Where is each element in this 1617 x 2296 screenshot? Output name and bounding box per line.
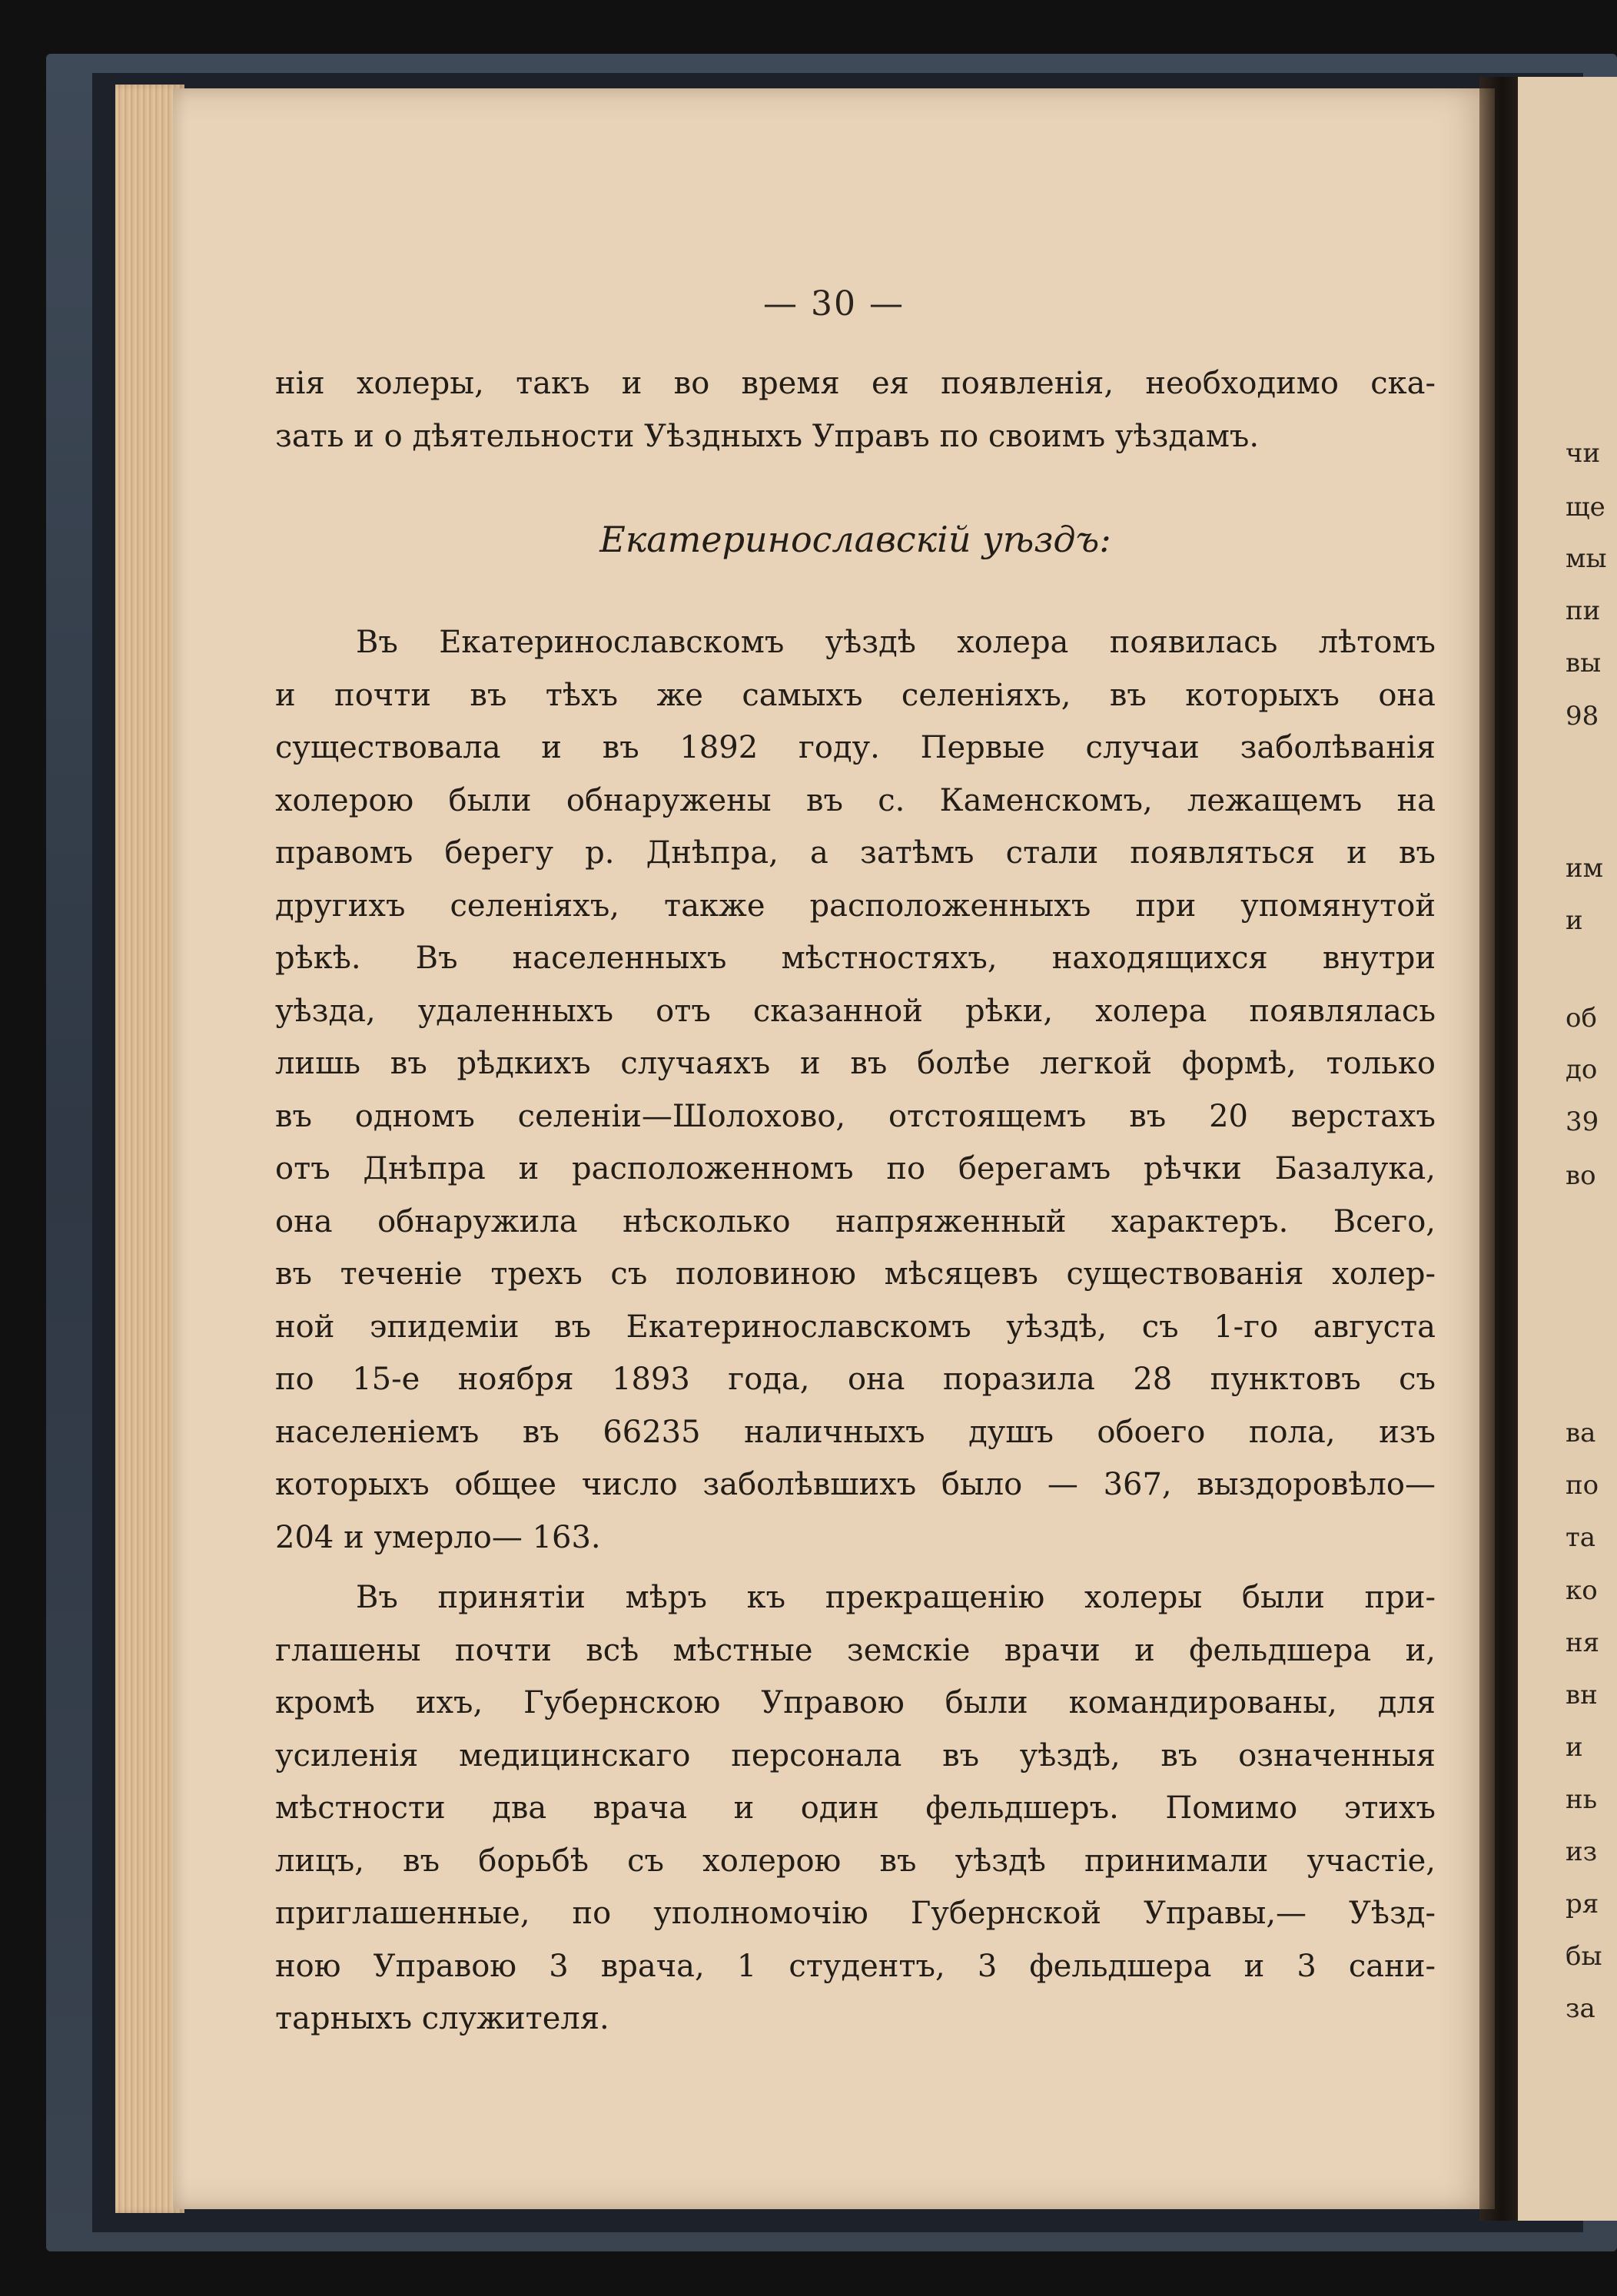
text-line: въ одномъ селеніи—Шолохово, отстоящемъ въ 20 верстахъ [275, 1098, 1436, 1134]
text-line: Въ Екатеринославскомъ уѣздѣ холера появилась лѣтомъ [356, 625, 1436, 660]
section-heading: Екатеринославскій уѣздъ: [599, 519, 1111, 560]
page-number: — 30 — [763, 284, 905, 323]
right-page-fragment: до [1566, 1054, 1598, 1085]
text-line: 204 и умерло— 163. [275, 1519, 601, 1555]
text-line: въ теченіе трехъ съ половиною мѣсяцевъ существованія холер- [275, 1256, 1436, 1292]
text-line: усиленія медицинскаго персонала въ уѣздѣ, въ означенныя [275, 1737, 1436, 1773]
right-page-fragment: ва [1566, 1418, 1596, 1448]
text-line: мѣстности два врача и один фельдшеръ. Помимо этихъ [275, 1790, 1436, 1826]
text-line: нія холеры, такъ и во время ея появленія, необходимо ска- [275, 366, 1436, 401]
right-page-fragment: пи [1566, 596, 1601, 626]
right-page-fragment: ще [1566, 492, 1605, 523]
text-line: которыхъ общее число заболѣвшихъ было — 367, выздоровѣло— [275, 1467, 1436, 1502]
right-page-fragment: и [1566, 905, 1583, 936]
text-line: кромѣ ихъ, Губернскою Управою были командированы, для [275, 1685, 1436, 1720]
text-line: отъ Днѣпра и расположенномъ по берегамъ рѣчки Базалука, [275, 1151, 1436, 1186]
right-page-fragment: вы [1566, 648, 1602, 679]
text-line: правомъ берегу р. Днѣпра, а затѣмъ стали появляться и въ [275, 835, 1436, 871]
text-line: ною Управою 3 врача, 1 студентъ, 3 фельдшера и 3 сани- [275, 1948, 1436, 1984]
right-page-fragment: и [1566, 1732, 1583, 1763]
right-page-fragment: во [1566, 1160, 1596, 1191]
text-line: лицъ, въ борьбѣ съ холерою въ уѣздѣ принимали участіе, [275, 1843, 1436, 1879]
right-page-fragment: по [1566, 1470, 1599, 1501]
text-line: уѣзда, удаленныхъ отъ сказанной рѣки, холера появлялась [275, 993, 1436, 1029]
right-page-fragment: 98 [1566, 701, 1599, 732]
intro-paragraph [275, 357, 1436, 463]
right-page-fragment: об [1566, 1003, 1597, 1034]
right-page-fragment: та [1566, 1522, 1596, 1553]
right-page-fragment: ря [1566, 1889, 1599, 1919]
text-line: ной эпидеміи въ Екатеринославскомъ уѣздѣ, съ 1-го августа [275, 1309, 1436, 1345]
text-line: населеніемъ въ 66235 наличныхъ душъ обоего пола, изъ [275, 1414, 1436, 1450]
text-line: существовала и въ 1892 году. Первые случаи заболѣванія [275, 730, 1436, 765]
text-line: она обнаружила нѣсколько напряженный характеръ. Всего, [275, 1203, 1436, 1239]
page-text [275, 357, 1436, 2045]
text-line: и почти въ тѣхъ же самыхъ селеніяхъ, въ которыхъ она [275, 677, 1436, 713]
text-line: холерою были обнаружены въ с. Каменскомъ, лежащемъ на [275, 782, 1436, 818]
right-page-fragment: за [1566, 1993, 1595, 2024]
right-page-fragment: нь [1566, 1784, 1598, 1815]
right-page-fragment: вн [1566, 1680, 1598, 1710]
right-page-fragment: мы [1566, 543, 1607, 574]
text-line: тарныхъ служителя. [275, 2001, 609, 2036]
right-page-fragment: чи [1566, 438, 1601, 469]
right-page [1518, 77, 1617, 2221]
right-page-fragment: им [1566, 853, 1604, 884]
text-line: Въ принятіи мѣръ къ прекращенію холеры были при- [356, 1580, 1436, 1615]
right-page-fragment: ко [1566, 1575, 1598, 1606]
text-line: приглашенные, по уполномочію Губернской Управы,— Уѣзд- [275, 1896, 1436, 1931]
right-page-fragment: 39 [1566, 1107, 1599, 1137]
text-line: по 15-е ноября 1893 года, она поразила 28 пунктовъ съ [275, 1362, 1436, 1397]
text-line: другихъ селеніяхъ, также расположенныхъ при упомянутой [275, 888, 1436, 924]
right-page-fragment: из [1566, 1836, 1598, 1867]
text-line: глашены почти всѣ мѣстные земскіе врачи и фельдшера и, [275, 1632, 1436, 1668]
paragraph-1 [275, 616, 1436, 1564]
text-line: лишь въ рѣдкихъ случаяхъ и въ болѣе легкой формѣ, только [275, 1046, 1436, 1081]
text-line: рѣкѣ. Въ населенныхъ мѣстностяхъ, находящихся внутри [275, 941, 1436, 976]
right-page-fragment: бы [1566, 1941, 1602, 1972]
right-page-fragment: ня [1566, 1627, 1600, 1658]
paragraph-2 [275, 1571, 1436, 2045]
text-line: зать и о дѣятельности Уѣздныхъ Управъ по своимъ уѣздамъ. [275, 418, 1260, 454]
